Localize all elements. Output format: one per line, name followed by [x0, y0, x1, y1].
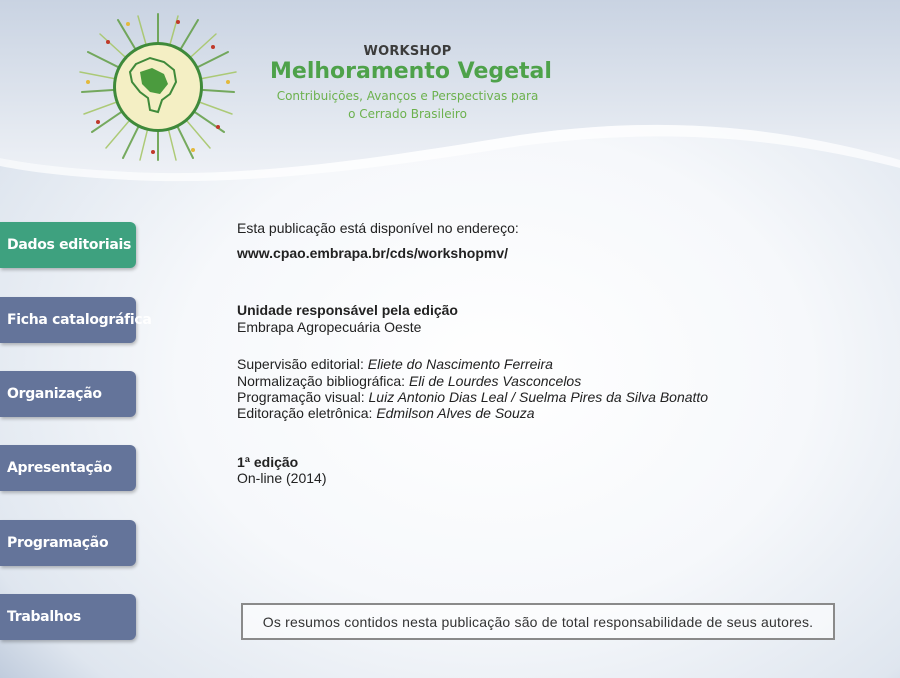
workshop-subtitle-line2: o Cerrado Brasileiro [348, 107, 467, 121]
credit-line [237, 373, 581, 389]
nav-apresentacao[interactable]: Apresentação [0, 445, 136, 491]
workshop-subtitle-line1: Contribuições, Avanços e Perspectivas para [276, 89, 539, 103]
disclaimer-box: Os resumos contidos nesta publicação são de total responsabilidade de seus autores. [241, 603, 835, 640]
nav-ficha-catalografica[interactable]: Ficha catalográfica [0, 297, 136, 343]
credit-line [237, 405, 535, 421]
credit-role: Programação visual: [237, 389, 365, 405]
edition-detail: On-line (2014) [237, 470, 327, 486]
credit-role: Supervisão editorial: [237, 356, 364, 372]
unit-heading: Unidade responsável pela edição [237, 302, 458, 318]
publication-url[interactable]: www.cpao.embrapa.br/cds/workshopmv/ [237, 245, 508, 261]
credit-line [237, 356, 553, 372]
nav-trabalhos[interactable]: Trabalhos [0, 594, 136, 640]
edition-heading: 1ª edição [237, 454, 299, 470]
credit-role: Editoração eletrônica: [237, 405, 373, 421]
workshop-kicker: WORKSHOP [363, 44, 452, 59]
credit-name: Eliete do Nascimento Ferreira [367, 356, 553, 372]
credit-name: Edmilson Alves de Souza [376, 405, 535, 421]
credit-name: Luiz Antonio Dias Leal / Suelma Pires da Silva Bonatto [368, 389, 709, 405]
nav-programacao[interactable]: Programação [0, 520, 136, 566]
nav-dados-editoriais[interactable]: Dados editoriais [0, 222, 136, 268]
credit-line [237, 389, 708, 405]
nav-organizacao[interactable]: Organização [0, 371, 136, 417]
credit-role: Normalização bibliográfica: [237, 373, 406, 389]
cerrado-globe-icon [78, 12, 238, 162]
workshop-title: Melhoramento Vegetal [270, 59, 552, 84]
credit-name: Eli de Lourdes Vasconcelos [408, 373, 582, 389]
availability-text: Esta publicação está disponível no endereço: [237, 220, 519, 236]
unit-name: Embrapa Agropecuária Oeste [237, 319, 422, 335]
